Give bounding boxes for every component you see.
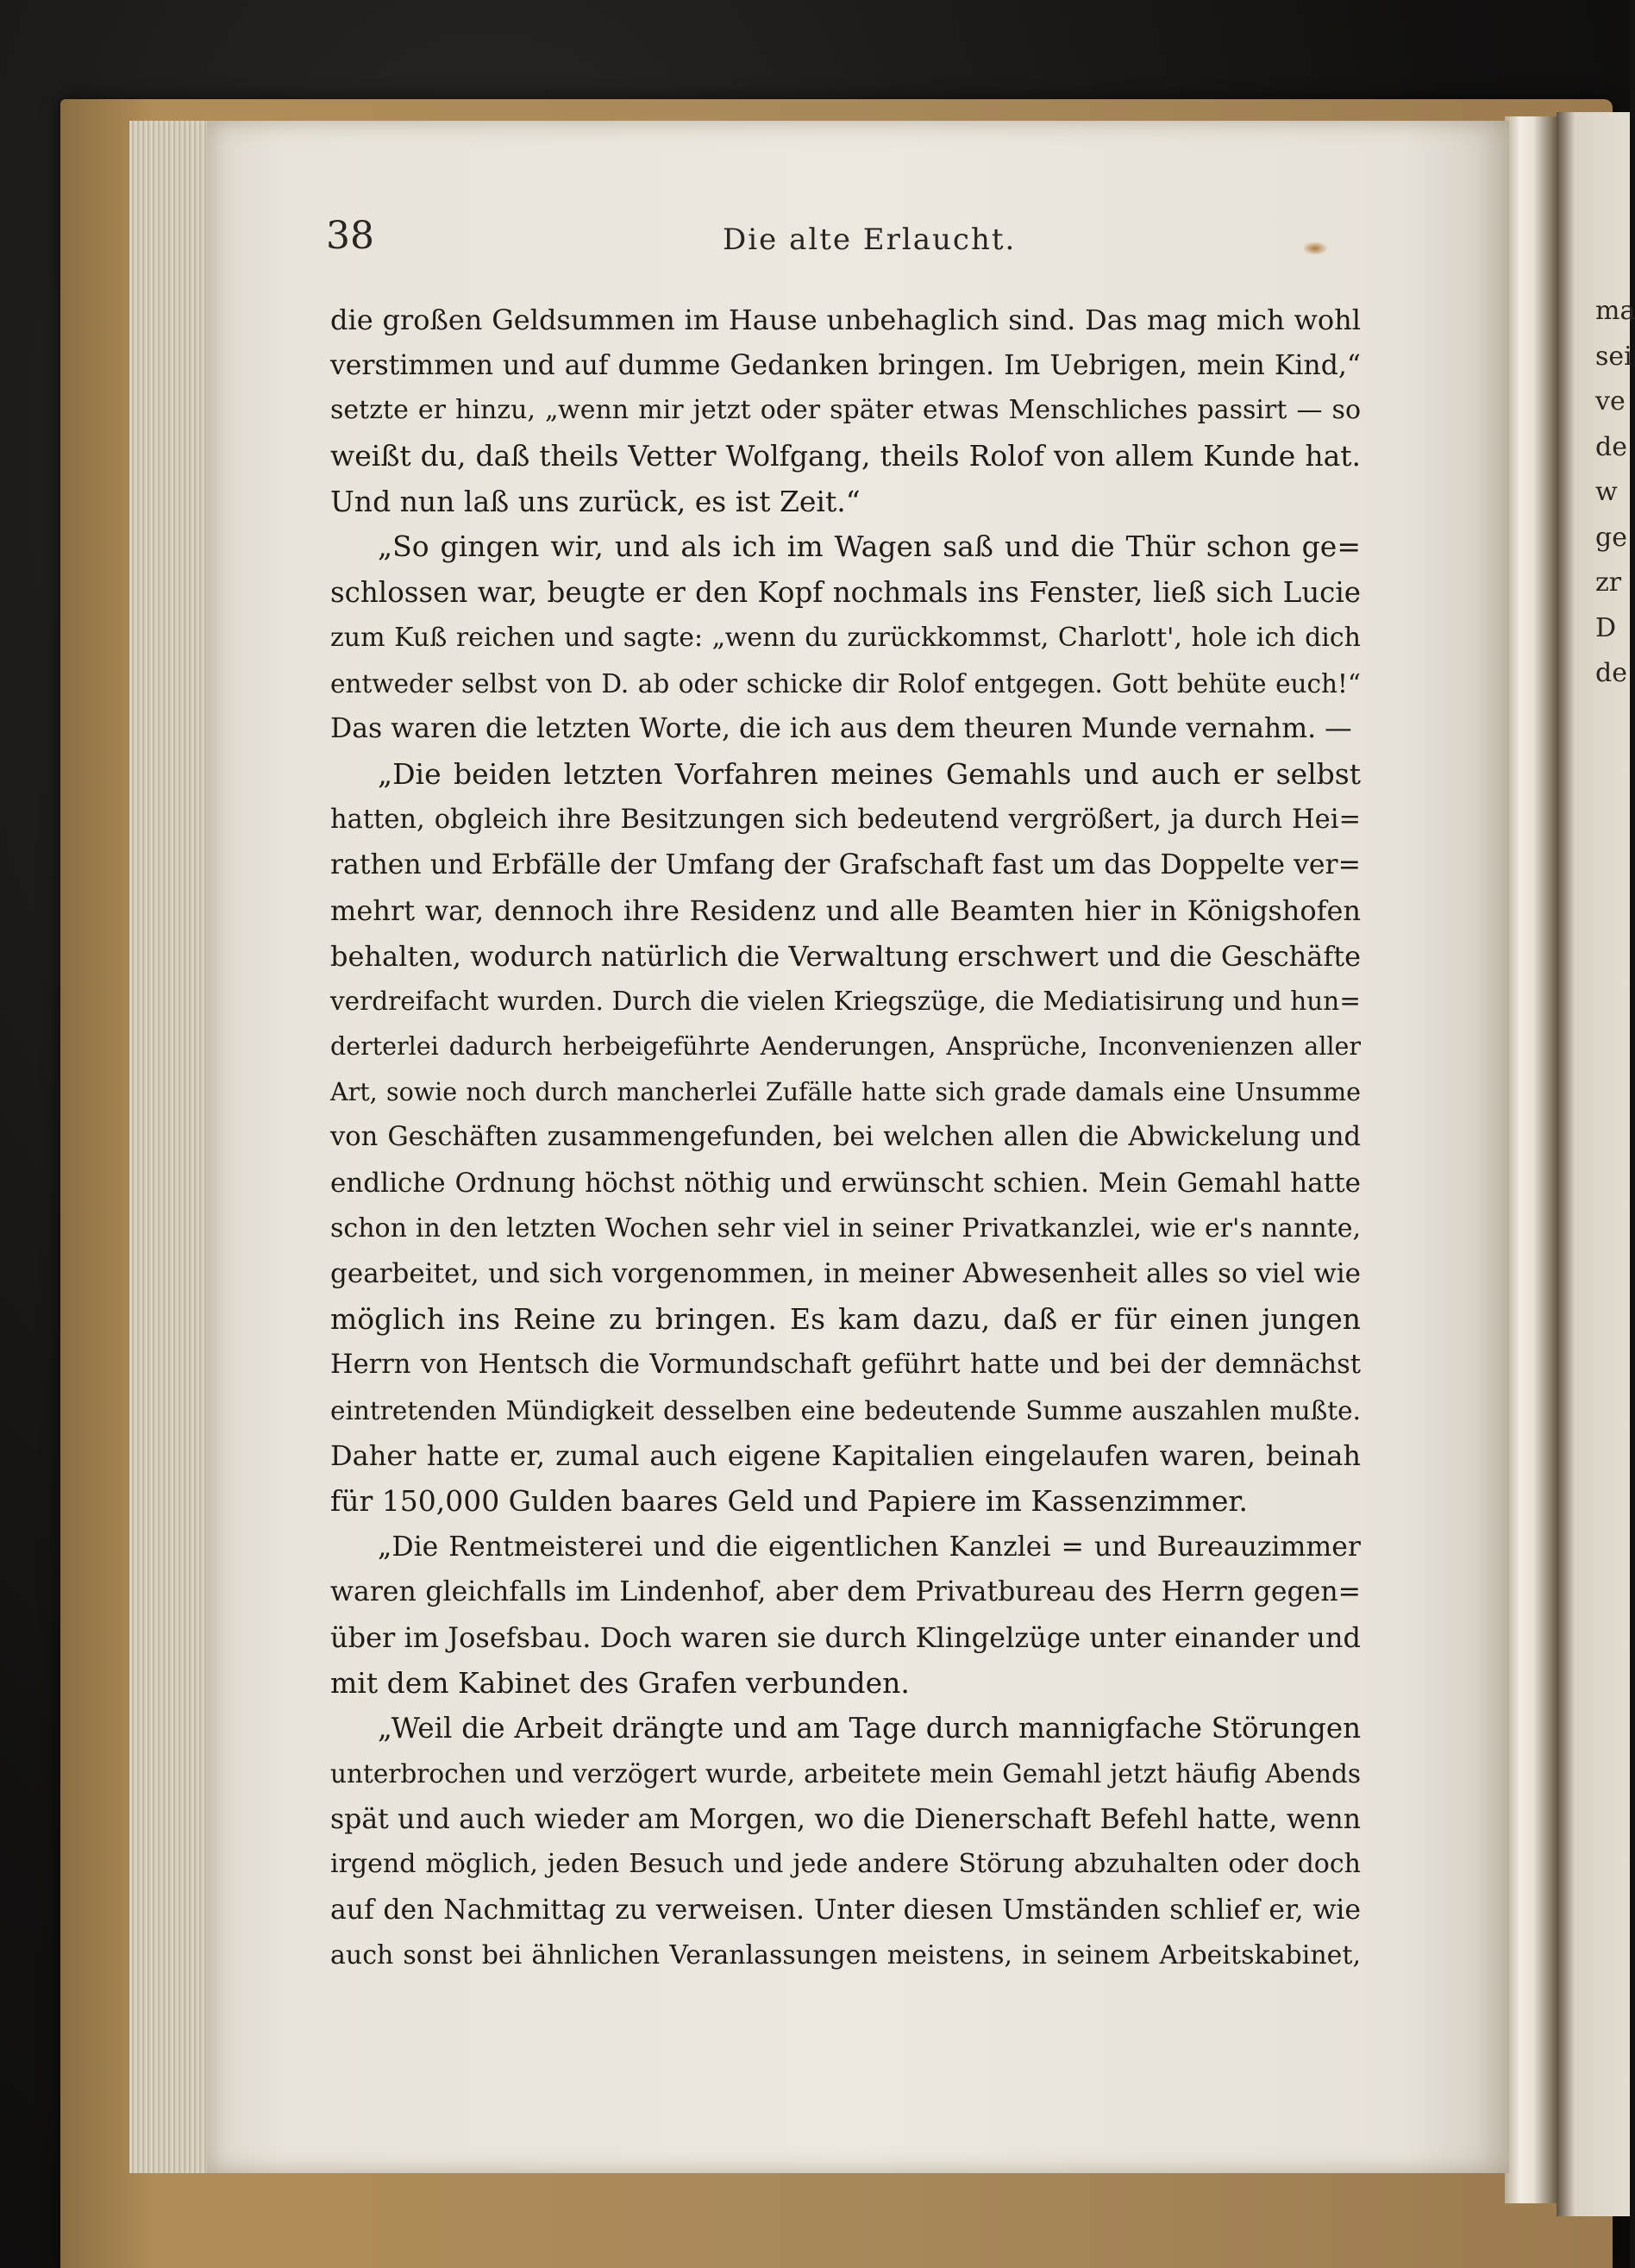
facing-page-fragment: ve xyxy=(1595,386,1626,417)
text-line: derterlei dadurch herbeigeführte Aenderungen, Ansprüche, Inconvenienzen aller xyxy=(330,1032,1361,1061)
text-line: unterbrochen und verzögert wurde, arbeitete mein Gemahl jetzt häufig Abends xyxy=(330,1759,1361,1789)
text-line: Und nun laß uns zurück, es ist Zeit.“ xyxy=(330,484,861,518)
text-line: mit dem Kabinet des Grafen verbunden. xyxy=(330,1665,910,1700)
text-line: behalten, wodurch natürlich die Verwaltung erschwert und die Geschäfte xyxy=(330,939,1361,973)
text-line: gearbeitet, und sich vorgenommen, in meiner Abwesenheit alles so viel wie xyxy=(330,1258,1361,1290)
text-line: setzte er hinzu, „wenn mir jetzt oder später etwas Menschliches passirt — so xyxy=(330,395,1361,426)
facing-page-fragment: D xyxy=(1595,612,1617,643)
text-line: hatten, obgleich ihre Besitzungen sich bedeutend vergrößert, ja durch Hei= xyxy=(330,804,1361,835)
page-number: 38 xyxy=(326,214,374,258)
text-line: Daher hatte er, zumal auch eigene Kapitalien eingelaufen waren, beinah xyxy=(330,1439,1361,1473)
text-line: schon in den letzten Wochen sehr viel in seiner Privatkanzlei, wie er's nannte, xyxy=(330,1212,1361,1244)
text-line: weißt du, daß theils Vetter Wolfgang, theils Rolof von allem Kunde hat. xyxy=(330,439,1361,473)
text-line: verdreifacht wurden. Durch die vielen Kriegszüge, die Mediatisirung und hun= xyxy=(330,987,1361,1017)
page-header xyxy=(326,214,1361,274)
ink-blot xyxy=(1302,241,1328,255)
text-line: verstimmen und auf dumme Gedanken bringen. Im Uebrigen, mein Kind,“ xyxy=(330,349,1361,381)
text-line: Herrn von Hentsch die Vormundschaft geführt hatte und bei der demnächst xyxy=(330,1349,1361,1380)
facing-page-fragment: zr xyxy=(1595,567,1622,598)
text-line: „Die Rentmeisterei und die eigentlichen Kanzlei = und Bureauzimmer xyxy=(378,1531,1361,1563)
text-line: Art, sowie noch durch mancherlei Zufälle hatte sich grade damals eine Unsumme xyxy=(330,1077,1361,1106)
facing-page-fragment: ge xyxy=(1595,522,1627,553)
text-line: auf den Nachmittag zu verweisen. Unter diesen Umständen schlief er, wie xyxy=(330,1895,1361,1927)
facing-page-fragment: de xyxy=(1595,658,1627,688)
text-line: zum Kuß reichen und sagte: „wenn du zurückkommst, Charlott', hole ich dich xyxy=(330,622,1361,653)
text-line: rathen und Erbfälle der Umfang der Grafschaft fast um das Doppelte ver= xyxy=(330,849,1361,881)
text-line: waren gleichfalls im Lindenhof, aber dem Privatbureau des Herrn gegen= xyxy=(330,1576,1361,1608)
running-title: Die alte Erlaucht. xyxy=(723,222,1017,257)
text-line: irgend möglich, jeden Besuch und jede andere Störung abzuhalten oder doch xyxy=(330,1849,1361,1880)
text-line: mehrt war, dennoch ihre Residenz und alle Beamten hier in Königshofen xyxy=(330,893,1361,927)
text-line: „Weil die Arbeit drängte und am Tage durch mannigfache Störungen xyxy=(378,1712,1361,1745)
text-line: auch sonst bei ähnlichen Veranlassungen meistens, in seinem Arbeitskabinet, xyxy=(330,1939,1361,1970)
text-line: von Geschäften zusammengefunden, bei welchen allen die Abwickelung und xyxy=(330,1122,1361,1153)
facing-page-fragment: de xyxy=(1595,431,1627,462)
text-line: spät und auch wieder am Morgen, wo die Dienerschaft Befehl hatte, wenn xyxy=(330,1803,1361,1835)
facing-page-text xyxy=(1595,289,1635,697)
text-line: Das waren die letzten Worte, die ich aus dem theuren Munde vernahm. — xyxy=(330,713,1352,745)
text-line: „Die beiden letzten Vorfahren meines Gemahls und auch er selbst xyxy=(378,756,1361,791)
text-line: über im Josefsbau. Doch waren sie durch Klingelzüge unter einander und xyxy=(330,1620,1361,1654)
facing-page-fragment: ma xyxy=(1595,296,1635,326)
book-gutter xyxy=(1505,116,1557,2203)
text-line: schlossen war, beugte er den Kopf nochmals ins Fenster, ließ sich Lucie xyxy=(330,576,1361,610)
text-line: eintretenden Mündigkeit desselben eine bedeutende Summe auszahlen mußte. xyxy=(330,1395,1361,1425)
text-line: endliche Ordnung höchst nöthig und erwünscht schien. Mein Gemahl hatte xyxy=(330,1168,1361,1200)
text-line: für 150,000 Gulden baares Geld und Papiere im Kassenzimmer. xyxy=(330,1483,1249,1518)
facing-page-fragment: sei xyxy=(1595,341,1632,372)
facing-page-fragment: w xyxy=(1595,477,1618,507)
text-line: „So gingen wir, und als ich im Wagen saß und die Thür schon ge= xyxy=(378,529,1361,564)
text-line: die großen Geldsummen im Hause unbehaglich sind. Das mag mich wohl xyxy=(330,304,1361,336)
text-line: entweder selbst von D. ab oder schicke dir Rolof entgegen. Gott behüte euch!“ xyxy=(330,668,1361,699)
text-line: möglich ins Reine zu bringen. Es kam dazu, daß er für einen jungen xyxy=(330,1302,1361,1337)
body-text xyxy=(330,298,1361,2009)
